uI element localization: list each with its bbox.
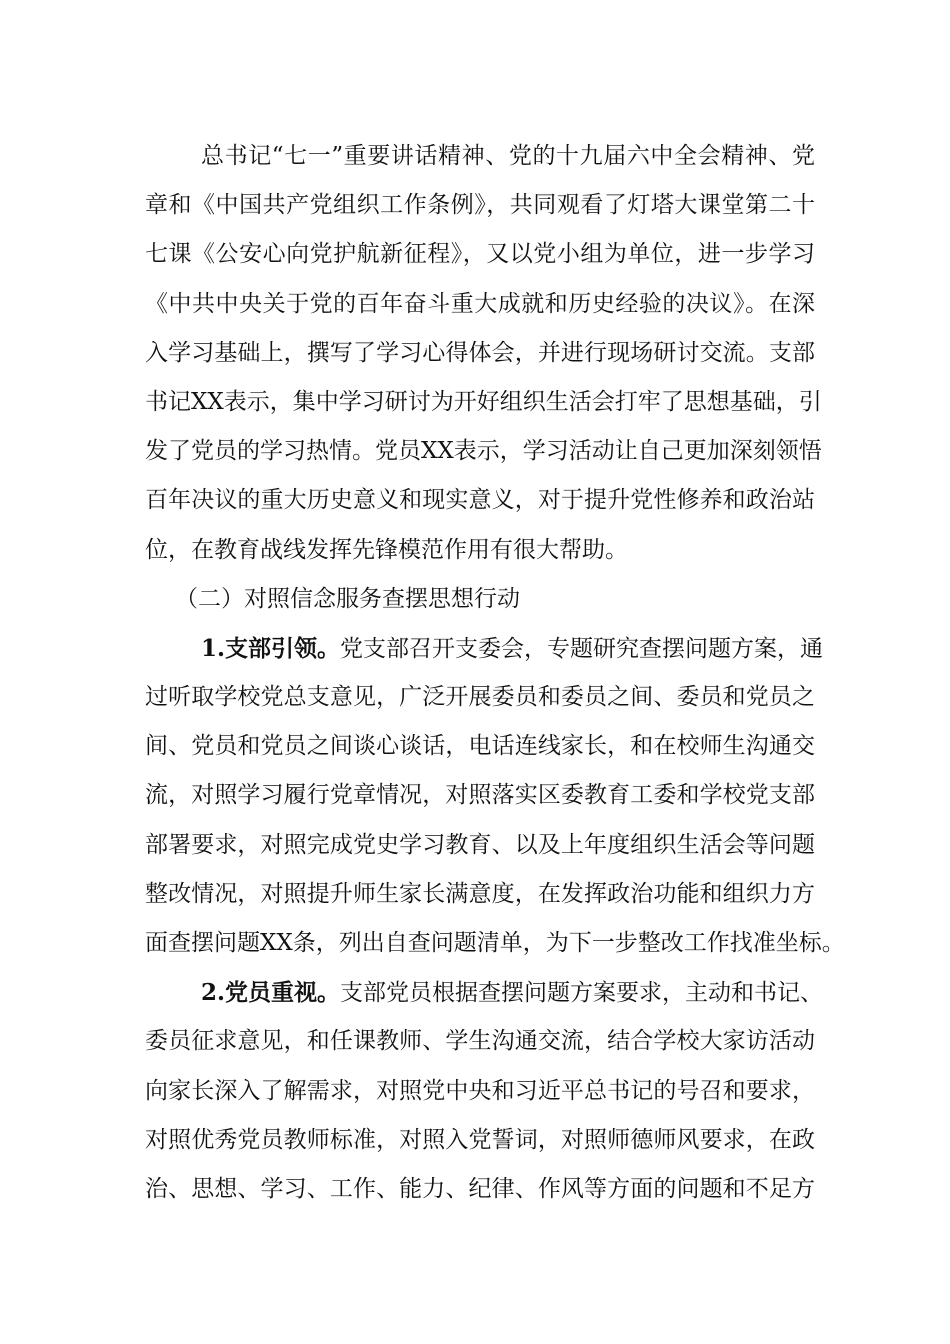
- paragraph-line: 入学习基础上，撰写了学习心得体会，并进行现场研讨交流。支部: [145, 339, 815, 366]
- paragraph-line: 向家长深入了解需求，对照党中央和习近平总书记的号召和要求，: [145, 1077, 815, 1104]
- paragraph-line: 整改情况，对照提升师生家长满意度，在发挥政治功能和组织力方: [145, 880, 815, 907]
- paragraph-line: 过听取学校党总支意见，广泛开展委员和委员之间、委员和党员之: [145, 684, 815, 711]
- item-1-lead: 1.支部引领。: [201, 634, 341, 662]
- item-1-paragraph: [145, 624, 845, 968]
- paragraph-line: [145, 624, 824, 673]
- paragraph-line: 间、党员和党员之间谈心谈话，电话连线家长，和在校师生沟通交: [145, 733, 815, 760]
- document-body: [145, 132, 845, 1214]
- paragraph-line: 七课《公安心向党护航新征程》，又以党小组为单位，进一步学习: [145, 241, 815, 268]
- paragraph-line: 书记XX表示，集中学习研讨为开好组织生活会打牢了思想基础，引: [145, 388, 822, 415]
- paragraph-line: 面查摆问题XX条，列出自查问题清单，为下一步整改工作找准坐标。: [145, 930, 845, 956]
- item-2-first-line: 支部党员根据查摆问题方案要求，主动和书记、: [340, 980, 824, 1007]
- paragraph-line: 流，对照学习履行党章情况，对照落实区委教育工委和学校党支部: [145, 782, 815, 809]
- paragraph-line: 位，在教育战线发挥先锋模范作用有很大帮助。: [145, 536, 628, 563]
- section-heading: （二）对照信念服务查摆思想行动: [175, 585, 520, 612]
- paragraph-line: [145, 968, 824, 1017]
- paragraph-line: 部署要求，对照完成党史学习教育、以及上年度组织生活会等问题: [145, 831, 815, 858]
- paragraph-1: [145, 132, 822, 575]
- item-2-paragraph: [145, 968, 824, 1214]
- paragraph-line: 总书记“七一”重要讲话精神、党的十九届六中全会精神、党: [201, 143, 815, 169]
- item-1-first-line: 党支部召开支委会，专题研究查摆问题方案，通: [340, 635, 824, 662]
- item-2-lead: 2.党员重视。: [201, 979, 341, 1007]
- paragraph-line: 《中共中央关于党的百年奋斗重大成就和历史经验的决议》。在深: [145, 290, 815, 317]
- paragraph-line: 对照优秀党员教师标准，对照入党誓词，对照师德师风要求，在政: [145, 1126, 815, 1153]
- paragraph-line: 发了党员的学习热情。党员XX表示，学习活动让自己更加深刻领悟: [145, 438, 822, 465]
- paragraph-line: 百年决议的重大历史意义和现实意义，对于提升党性修养和政治站: [145, 487, 815, 514]
- paragraph-line: 委员征求意见，和任课教师、学生沟通交流，结合学校大家访活动: [145, 1028, 815, 1055]
- paragraph-line: 治、思想、学习、工作、能力、纪律、作风等方面的问题和不足方: [145, 1175, 815, 1202]
- paragraph-line: 章和《中国共产党组织工作条例》，共同观看了灯塔大课堂第二十: [145, 192, 815, 219]
